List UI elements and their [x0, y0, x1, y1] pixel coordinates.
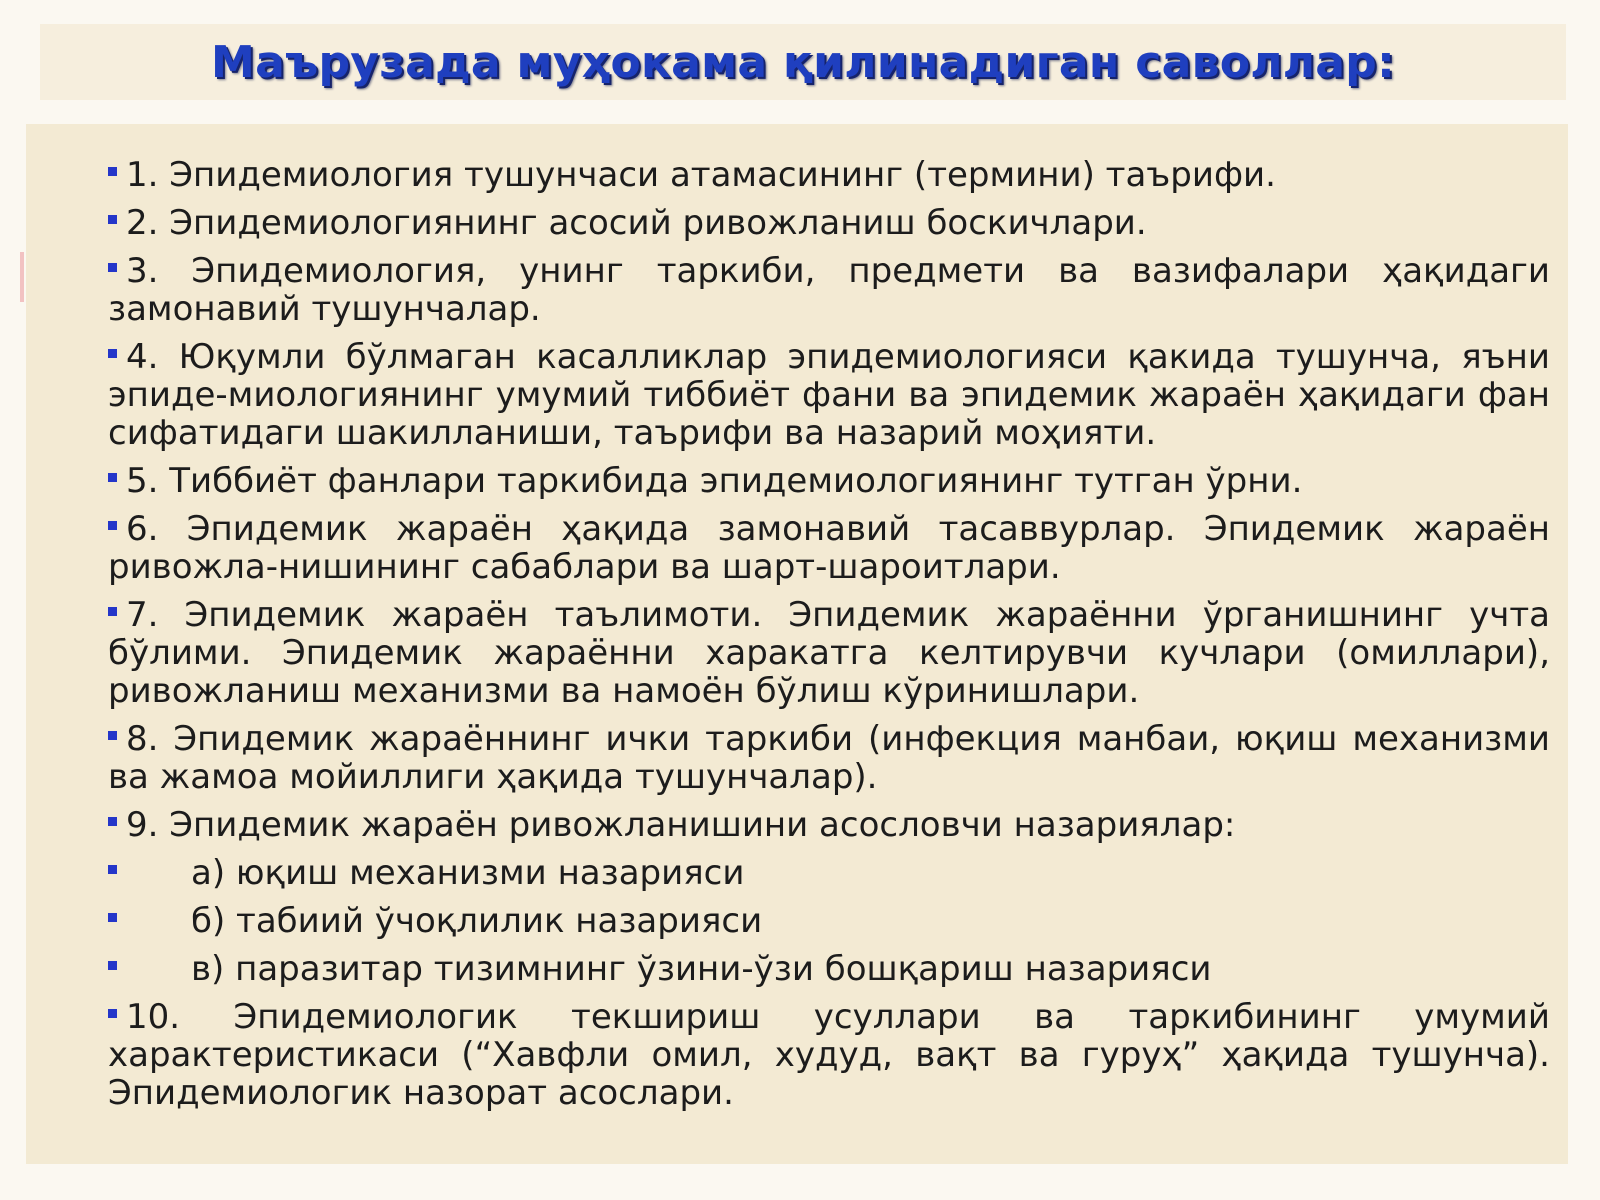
list-item — [108, 806, 1550, 844]
square-bullet-icon — [108, 913, 117, 922]
list-item — [108, 510, 1550, 586]
list-item — [108, 462, 1550, 500]
list-item-text: 9. Эпидемик жараён ривожланишини асословчи назариялар: — [126, 805, 1236, 845]
list-item-text: 7. Эпидемик жараён таълимоти. Эпидемик жараённи ўрганишнинг учта бўлими. Эпидемик жараённи харакатга келтирувчи кучлари (омиллари), ривожланиш механизми ва намоён бўлиш кўринишлари. — [108, 595, 1550, 711]
square-bullet-icon — [108, 817, 117, 826]
square-bullet-icon — [108, 215, 117, 224]
list-item-text: 3. Эпидемиология, унинг таркиби, предмети ва вазифалари ҳақидаги замонавий тушунчалар. — [108, 251, 1550, 329]
square-bullet-icon — [108, 1009, 117, 1018]
square-bullet-icon — [108, 473, 117, 482]
square-bullet-icon — [108, 865, 117, 874]
list-item-text: в) паразитар тизимнинг ўзини-ўзи бошқариш назарияси — [191, 949, 1212, 989]
list-item-text: а) юқиш механизми назарияси — [191, 853, 745, 893]
list-item-text: 4. Юқумли бўлмаган касалликлар эпидемиологияси қакида тушунча, яъни эпиде-миологиянинг умумий тиббиёт фани ва эпидемик жараён ҳақидаги фан сифатидаги шакилланиши, таърифи ва назарий моҳияти. — [108, 337, 1550, 453]
list-item-text: 5. Тиббиёт фанлари таркибида эпидемиологиянинг тутган ўрни. — [126, 461, 1303, 501]
list-item — [108, 204, 1550, 242]
square-bullet-icon — [108, 167, 117, 176]
list-item-sub — [108, 854, 1550, 892]
left-edge-mark — [20, 252, 24, 302]
list-item-text: 8. Эпидемик жараённинг ички таркиби (инфекция манбаи, юқиш механизми ва жамоа мойиллиги ҳақида тушунчалар). — [108, 719, 1550, 797]
square-bullet-icon — [108, 607, 117, 616]
list-item-text: б) табиий ўчоқлилик назарияси — [191, 901, 763, 941]
square-bullet-icon — [108, 731, 117, 740]
list-item — [108, 252, 1550, 328]
list-item — [108, 338, 1550, 452]
square-bullet-icon — [108, 263, 117, 272]
list-item-text: 10. Эпидемиологик текшириш усуллари ва таркибининг умумий характеристикаси (“Хавфли омил, худуд, вақт ва гуруҳ” ҳақида тушунча). Эпидемиологик назорат асослари. — [108, 997, 1550, 1113]
list-item-text: 6. Эпидемик жараён ҳақида замонавий тасаввурлар. Эпидемик жараён ривожла-нишининг сабаблари ва шарт-шароитлари. — [108, 509, 1550, 587]
list-item-sub — [108, 950, 1550, 988]
list-item-text: 2. Эпидемиологиянинг асосий ривожланиш боскичлари. — [126, 203, 1147, 243]
list-item-text: 1. Эпидемиология тушунчаси атамасининг (термини) таърифи. — [126, 155, 1276, 195]
slide-title: Маърузада муҳокама қилинадиган саволлар: — [211, 36, 1395, 88]
list-item — [108, 998, 1550, 1112]
title-band — [40, 24, 1566, 100]
question-list — [108, 156, 1550, 1122]
list-item — [108, 596, 1550, 710]
list-item-sub — [108, 902, 1550, 940]
list-item — [108, 720, 1550, 796]
list-item — [108, 156, 1550, 194]
square-bullet-icon — [108, 349, 117, 358]
square-bullet-icon — [108, 521, 117, 530]
square-bullet-icon — [108, 961, 117, 970]
